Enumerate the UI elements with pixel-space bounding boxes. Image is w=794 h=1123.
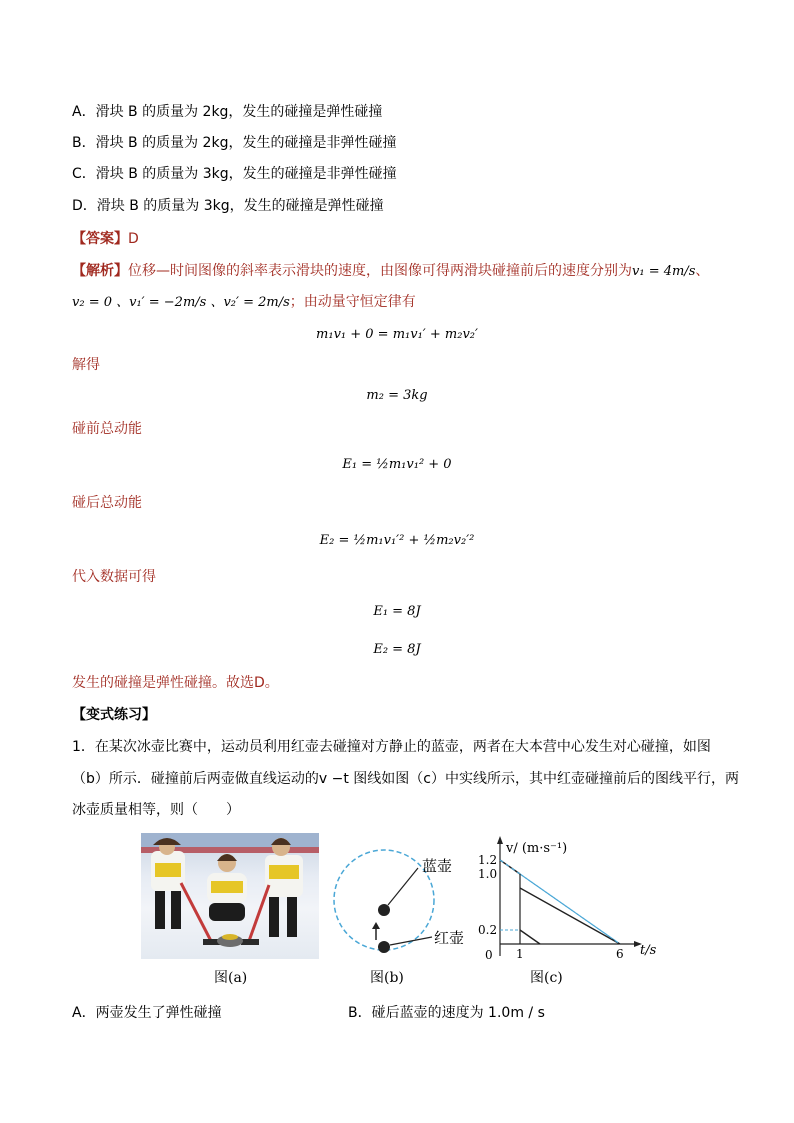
question-1-line-2: （b）所示．碰撞前后两壶做直线运动的v −t 图线如图（c）中实线所示，其中红壶碰撞前后的图线平行，两 [72, 771, 739, 787]
series-line-2 [520, 888, 620, 944]
blue-pointer [388, 868, 418, 905]
analysis-label: 【解析】 [72, 263, 128, 279]
house-circle [334, 850, 434, 950]
option-b: B．滑块 B 的质量为 2kg，发生的碰撞是非弹性碰撞 [72, 135, 397, 151]
analysis-line-2 [72, 293, 416, 312]
answer-label: 【答案】 [72, 231, 128, 247]
y-tick-label-1: 1.0 [478, 867, 498, 881]
y-tick-label-2: 1.2 [478, 853, 498, 867]
blue-stone [378, 904, 390, 916]
analysis-line-1 [72, 262, 709, 281]
analysis-sep: 、 [695, 263, 710, 279]
y-tick-label-0: 0.2 [478, 923, 498, 937]
figure-c-caption: 图(c) [530, 970, 563, 986]
figure-a-caption: 图(a) [214, 970, 248, 986]
choice-b: B．碰后蓝壶的速度为 1.0m / s [348, 1005, 545, 1021]
conclusion: 发生的碰撞是弹性碰撞。故选D。 [72, 675, 279, 691]
eq-e2: E₂ = ½m₁v₁′² + ½m₂v₂′² [319, 533, 475, 548]
eq-velocities: v₂ = 0 、v₁′ = −2m/s 、v₂′ = 2m/s [72, 295, 290, 310]
question-1-line-1: 1．在某次冰壶比赛中，运动员利用红壶去碰撞对方静止的蓝壶，两者在大本营中心发生对心碰撞，如图 [72, 739, 711, 755]
eq-e1-value: E₁ = 8J [373, 604, 421, 619]
choice-a: A．两壶发生了弹性碰撞 [72, 1005, 222, 1021]
red-stone [378, 941, 390, 953]
blue-stone-label: 蓝壶 [422, 857, 453, 875]
ke-after-label: 碰后总动能 [72, 495, 142, 511]
practice-heading: 【变式练习】 [72, 707, 156, 723]
y-axis-arrow [497, 836, 503, 844]
option-c: C．滑块 B 的质量为 3kg，发生的碰撞是非弹性碰撞 [72, 166, 397, 182]
origin-tick: 0 [485, 948, 493, 962]
eq-v1: v₁ = 4m/s [632, 264, 696, 279]
question-1-line-3: 冰壶质量相等，则（ ） [72, 802, 240, 818]
ke-before-label: 碰前总动能 [72, 421, 142, 437]
x-tick-label-1: 1 [516, 947, 524, 961]
eq-momentum: m₁v₁ + 0 = m₁v₁′ + m₂v₂′ [316, 327, 478, 342]
analysis-text-1: 位移—时间图像的斜率表示滑块的速度，由图像可得两滑块碰撞前后的速度分别为 [128, 263, 632, 279]
red-stone-label: 红壶 [434, 929, 465, 947]
eq-e1: E₁ = ½m₁v₁² + 0 [342, 457, 452, 472]
option-a: A．滑块 B 的质量为 2kg，发生的碰撞是弹性碰撞 [72, 104, 383, 120]
motion-arrowhead [372, 922, 380, 929]
answer-line [72, 230, 139, 248]
figure-b-caption: 图(b) [370, 970, 404, 986]
option-d: D．滑块 B 的质量为 3kg，发生的碰撞是弹性碰撞 [72, 198, 384, 214]
eq-e2-value: E₂ = 8J [373, 642, 421, 657]
eq-m2: m₂ = 3kg [366, 388, 428, 403]
answer-value: D [128, 231, 139, 247]
red-pointer [390, 937, 432, 945]
solve-label: 解得 [72, 357, 100, 373]
y-axis-label: v/ (m·s⁻¹) [506, 841, 568, 856]
substitute-label: 代入数据可得 [72, 569, 156, 585]
x-axis-label: t/s [640, 943, 657, 958]
series-line-3 [520, 930, 540, 944]
x-tick-label-2: 6 [616, 947, 624, 961]
vt-chart [470, 832, 660, 968]
curling-photo [141, 833, 319, 959]
analysis-text-2: ；由动量守恒定律有 [289, 294, 416, 310]
house-diagram [330, 840, 480, 964]
